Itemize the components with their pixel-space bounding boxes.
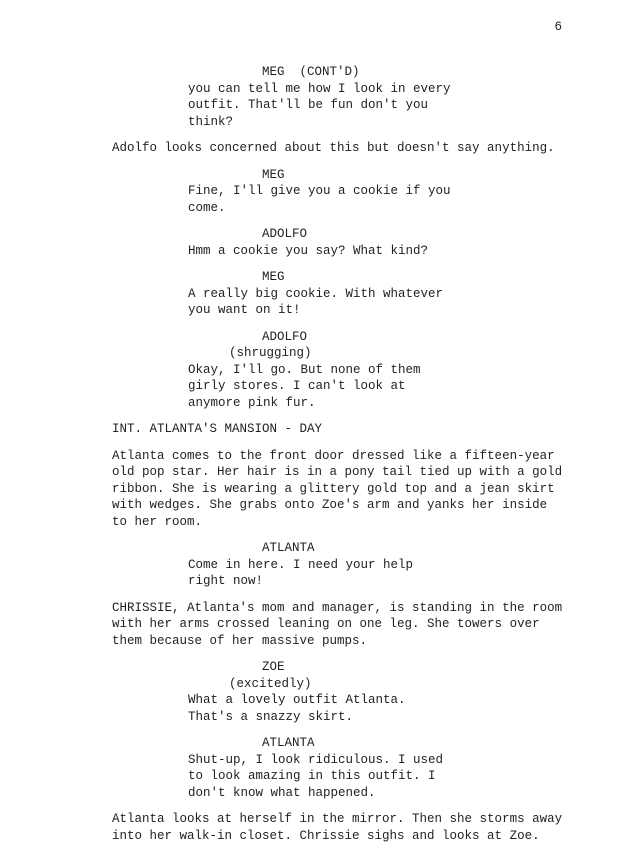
dialogue-line: girly stores. I can't look at <box>188 379 406 393</box>
dialogue-line: anymore pink fur. <box>188 395 316 410</box>
character-name: ADOLFO <box>262 329 308 344</box>
dialogue-line: you want on it! <box>188 303 301 317</box>
page-number: 6 <box>554 20 562 34</box>
dialogue-block <box>112 659 572 725</box>
dialogue-line: Fine, I'll give you a cookie if you <box>188 184 451 198</box>
action-block <box>112 811 572 844</box>
character-name: ZOE <box>262 660 285 674</box>
parenthetical: (shrugging) <box>229 346 312 360</box>
action-line: CHRISSIE, Atlanta's mom and manager, is standing in the room <box>112 600 563 615</box>
dialogue-line: don't know what happened. <box>188 785 376 800</box>
action-block <box>112 600 572 650</box>
scene-heading-line: INT. ATLANTA'S MANSION - DAY <box>112 422 323 436</box>
dialogue-line: Hmm a cookie you say? What kind? <box>188 243 429 258</box>
action-line: with wedges. She grabs onto Zoe's arm and yanks her inside <box>112 498 548 512</box>
dialogue-line: right now! <box>188 574 264 588</box>
action-line: Adolfo looks concerned about this but doesn't say anything. <box>112 141 555 155</box>
action-line: with her arms crossed leaning on one leg. She towers over <box>112 617 540 631</box>
action-line: old pop star. Her hair is in a pony tail tied up with a gold <box>112 465 563 479</box>
dialogue-block <box>112 540 572 590</box>
scene-heading <box>112 421 572 438</box>
dialogue-line: outfit. That'll be fun don't you <box>188 98 429 112</box>
dialogue-line: That's a snazzy skirt. <box>188 709 354 724</box>
dialogue-block <box>112 269 572 319</box>
dialogue-line: Shut-up, I look ridiculous. I used <box>188 752 444 767</box>
dialogue-block <box>112 735 572 801</box>
dialogue-block <box>112 226 572 259</box>
action-block <box>112 448 572 531</box>
action-block <box>112 140 572 157</box>
character-name: MEG <box>262 167 285 182</box>
dialogue-line: A really big cookie. With whatever <box>188 286 444 301</box>
character-name: MEG (CONT'D) <box>262 65 360 79</box>
dialogue-block <box>112 64 572 130</box>
action-line: ribbon. She is wearing a glittery gold top and a jean skirt <box>112 481 555 496</box>
dialogue-block <box>112 167 572 217</box>
dialogue-line: come. <box>188 200 226 215</box>
action-line: them because of her massive pumps. <box>112 633 368 648</box>
character-name: MEG <box>262 270 285 284</box>
character-name: ATLANTA <box>262 541 315 555</box>
screenplay-content <box>112 64 572 854</box>
action-line: Atlanta looks at herself in the mirror. Then she storms away <box>112 812 563 826</box>
action-line: Atlanta comes to the front door dressed like a fifteen-year <box>112 448 555 463</box>
dialogue-line: Okay, I'll go. But none of them <box>188 362 421 377</box>
action-line: to her room. <box>112 514 203 529</box>
dialogue-line: Come in here. I need your help <box>188 557 414 572</box>
parenthetical: (excitedly) <box>229 676 312 691</box>
character-name: ADOLFO <box>262 227 308 241</box>
dialogue-line: to look amazing in this outfit. I <box>188 769 436 783</box>
dialogue-line: What a lovely outfit Atlanta. <box>188 693 406 707</box>
dialogue-line: you can tell me how I look in every <box>188 81 451 96</box>
action-line: into her walk-in closet. Chrissie sighs and looks at Zoe. <box>112 828 540 843</box>
dialogue-line: think? <box>188 114 234 129</box>
character-name: ATLANTA <box>262 736 315 750</box>
dialogue-block <box>112 329 572 412</box>
